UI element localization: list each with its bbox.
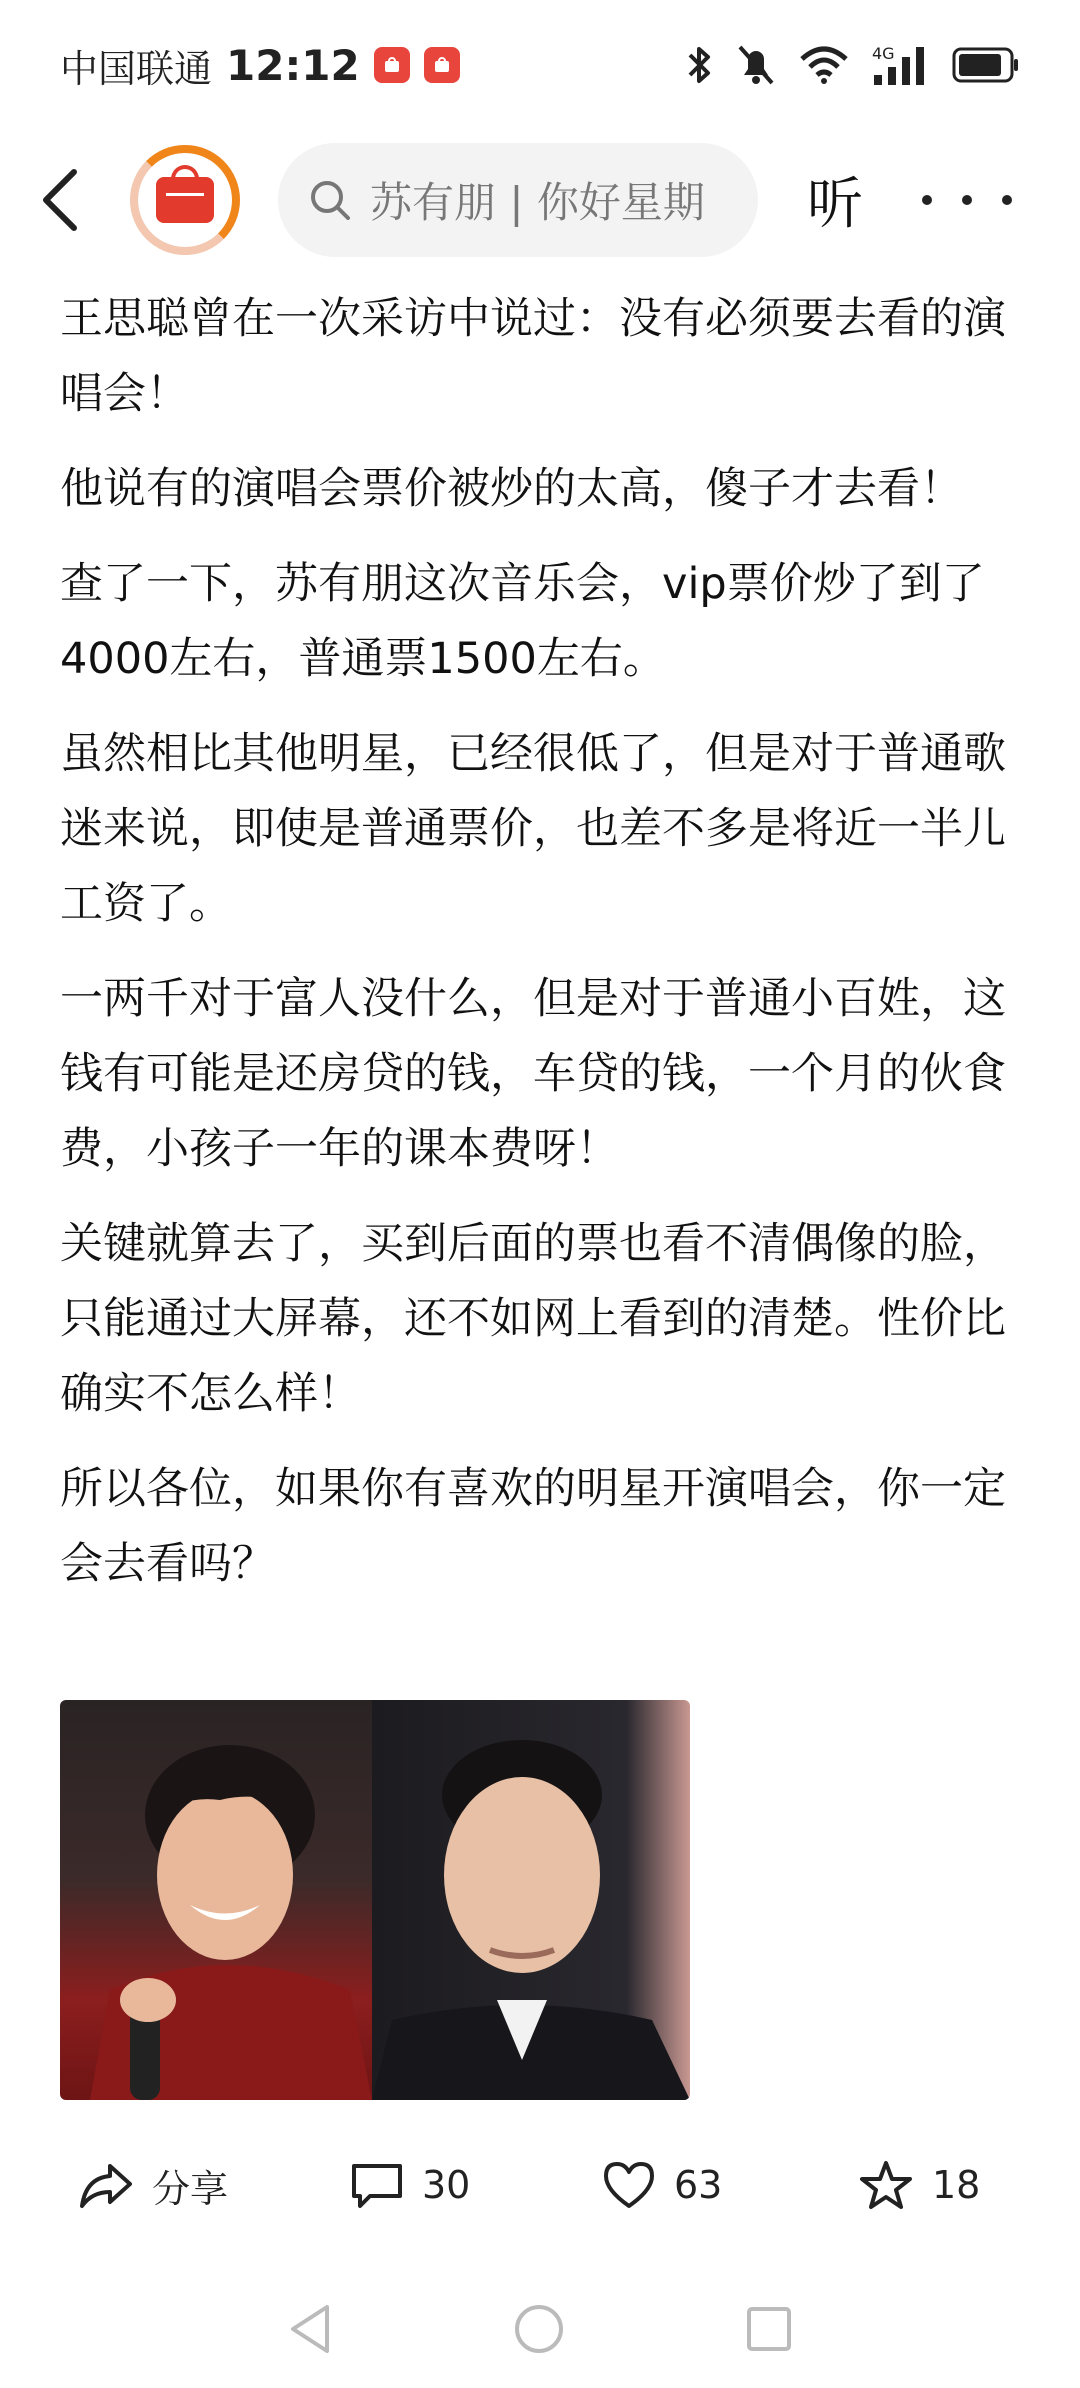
- heart-icon: [602, 2160, 656, 2210]
- status-left: [60, 38, 460, 93]
- more-options-button[interactable]: [922, 180, 1012, 220]
- search-text: 苏有朋 | 你好星期: [370, 178, 705, 227]
- mute-bell-icon: [736, 43, 776, 87]
- listen-button[interactable]: 听: [807, 172, 863, 237]
- article-paragraph: 他说有的演唱会票价被炒的太高，傻子才去看！: [60, 464, 963, 514]
- chevron-left-icon: [40, 168, 80, 232]
- favorite-count: 18: [932, 2163, 981, 2207]
- dot-icon: [962, 195, 972, 205]
- share-icon: [78, 2160, 134, 2210]
- huawei-app-icon-2: [424, 47, 460, 83]
- search-bar[interactable]: [278, 143, 758, 257]
- wifi-icon: [798, 45, 850, 85]
- share-button[interactable]: [78, 2158, 228, 2213]
- nav-recents-icon[interactable]: [745, 2305, 793, 2353]
- photo-right-person: [372, 1700, 690, 2100]
- system-nav-bar: [0, 2270, 1080, 2388]
- article-image[interactable]: [60, 1700, 690, 2100]
- article-paragraph: 所以各位，如果你有喜欢的明星开演唱会，你一定会去看吗？: [60, 1464, 1006, 1589]
- search-icon: [308, 178, 352, 222]
- network-label: 4G: [872, 44, 895, 63]
- clock: 12:12: [226, 40, 360, 90]
- back-button[interactable]: [40, 155, 110, 245]
- dot-icon: [922, 195, 932, 205]
- share-label: 分享: [152, 2166, 229, 2211]
- star-icon: [858, 2159, 914, 2211]
- top-nav: [0, 130, 1080, 270]
- battery-icon: [952, 47, 1020, 83]
- bluetooth-icon: [686, 43, 714, 87]
- huawei-app-icon: [374, 47, 410, 83]
- carrier-label: 中国联通: [60, 46, 213, 91]
- article-paragraph: 关键就算去了，买到后面的票也看不清偶像的脸，只能通过大屏幕，还不如网上看到的清楚。性价比确实不怎么样！: [60, 1219, 1006, 1419]
- nav-back-icon[interactable]: [287, 2303, 333, 2355]
- like-count: 63: [674, 2163, 723, 2207]
- author-avatar[interactable]: [130, 145, 240, 255]
- action-bar: [0, 2130, 1080, 2240]
- status-right: [686, 43, 1020, 87]
- article-body: [60, 282, 1020, 1622]
- signal-4g-icon: [872, 43, 930, 87]
- comment-count: 30: [422, 2163, 471, 2207]
- favorite-button[interactable]: [858, 2159, 980, 2211]
- comment-button[interactable]: [350, 2160, 470, 2210]
- article-paragraph: 一两千对于富人没什么，但是对于普通小百姓，这钱有可能是还房贷的钱，车贷的钱，一个月的伙食费，小孩子一年的课本费呀！: [60, 974, 1006, 1174]
- like-button[interactable]: [602, 2160, 722, 2210]
- article-paragraph: 王思聪曾在一次采访中说过：没有必须要去看的演唱会！: [60, 294, 1006, 419]
- person-portrait: [372, 1700, 690, 2100]
- article-paragraph: 查了一下，苏有朋这次音乐会，vip票价炒了到了4000左右，普通票1500左右。: [60, 559, 985, 684]
- nav-home-icon[interactable]: [513, 2303, 565, 2355]
- status-bar: [0, 0, 1080, 130]
- singer-portrait: [60, 1700, 372, 2100]
- comment-icon: [350, 2160, 404, 2210]
- dot-icon: [1002, 195, 1012, 205]
- photo-left-singer: [60, 1700, 372, 2100]
- article-paragraph: 虽然相比其他明星，已经很低了，但是对于普通歌迷来说，即使是普通票价，也差不多是将近一半儿工资了。: [60, 729, 1006, 929]
- shopping-bag-icon: [156, 177, 214, 223]
